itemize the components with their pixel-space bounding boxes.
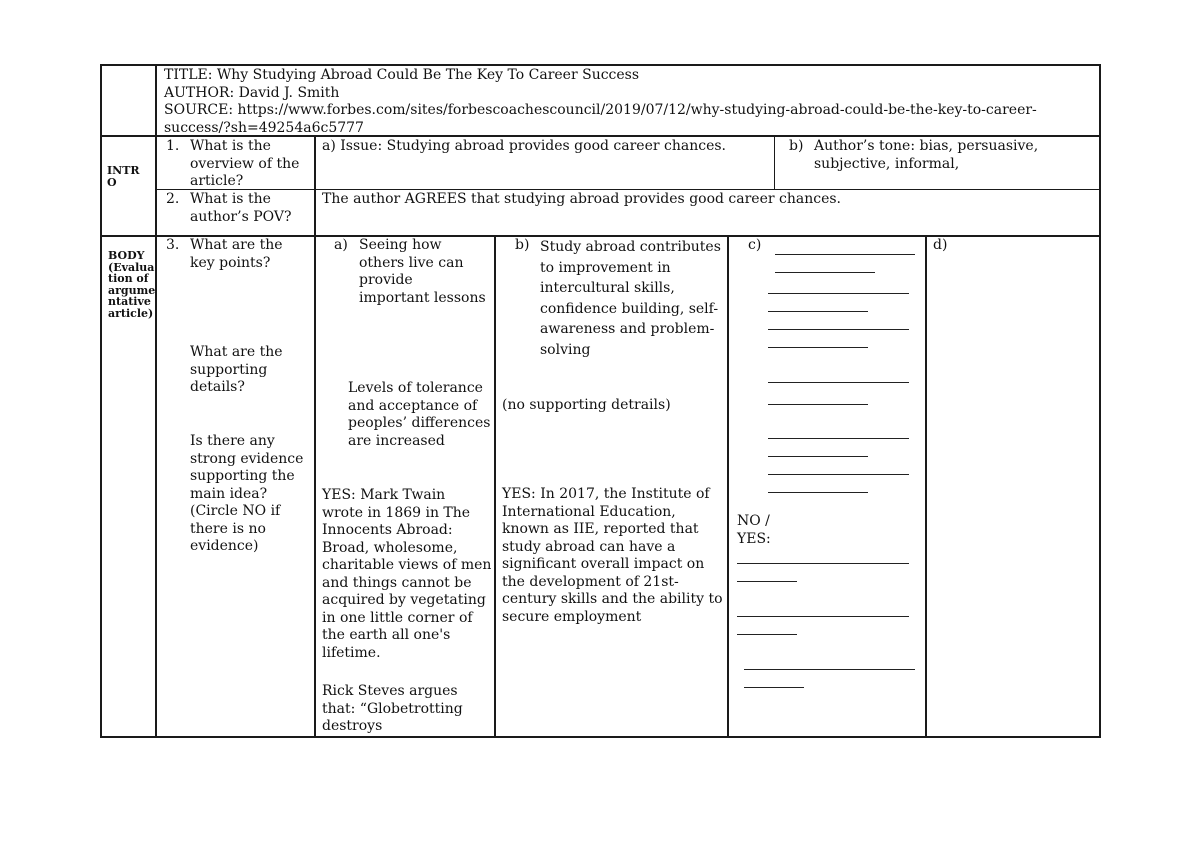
col-d-number: d) (933, 237, 948, 253)
q3-key-points-question: What are the key points? (190, 237, 283, 271)
col-c-evidence-choice[interactable]: NO / YES: (737, 513, 771, 547)
blank-line (737, 634, 797, 635)
blank-line (768, 438, 909, 439)
blank-line (737, 616, 909, 617)
col-divider-tone (774, 135, 775, 190)
article-author: AUTHOR: David J. Smith (164, 84, 340, 101)
q1-answer-issue: a) Issue: Studying abroad provides good career chances. (322, 138, 726, 154)
q3-supporting-question: What are the supporting details? (190, 344, 283, 395)
blank-line (768, 404, 868, 405)
blank-line (768, 347, 868, 348)
blank-line (768, 293, 909, 294)
col-a-number: a) (334, 237, 348, 253)
q1-question: What is the overview of the article? (190, 138, 300, 189)
blank-line (768, 311, 868, 312)
col-a-key-point: Seeing how others live can provide important lessons (359, 237, 486, 306)
blank-line (768, 492, 868, 493)
table-border-right (1099, 64, 1101, 738)
col-divider-bc (727, 235, 729, 738)
row-divider-header (100, 135, 1101, 137)
col-b-number: b) (515, 237, 530, 253)
col-b-supporting: (no supporting detrails) (502, 397, 671, 413)
col-divider-cd (925, 235, 927, 738)
col-a-evidence-continued: Rick Steves argues that: “Globetrotting destroys (322, 683, 463, 734)
section-label-body: BODY (Evalua tion of argume ntative article) (108, 249, 156, 320)
blank-line (775, 254, 915, 255)
table-border-bottom (100, 736, 1101, 738)
blank-line (768, 456, 868, 457)
col-b-evidence: YES: In 2017, the Institute of International Education, known as IIE, reported that study abroad can have a significant overall impact on the development of 21st- century skills and the ability to secure employment (502, 486, 723, 625)
blank-line (768, 474, 909, 475)
q1-number: 1. (166, 138, 180, 154)
blank-line (737, 563, 909, 564)
article-source: SOURCE: https://www.forbes.com/sites/forbescoachescouncil/2019/07/12/why-studying-abroad-could-be-the-key-to-career- success/?sh=49254a6c5777 (164, 102, 1037, 134)
col-divider-ab (494, 235, 496, 738)
section-label-intro: INTR O (107, 164, 140, 189)
q1-answer-tone: Author’s tone: bias, persuasive, subjective, informal, (814, 138, 1039, 172)
col-c-number: c) (748, 237, 762, 253)
q2-question: What is the author’s POV? (190, 191, 292, 225)
blank-line (744, 669, 915, 670)
col-b-key-point: Study abroad contributes to improvement in intercultural skills, confidence building, self- awareness and problem- solving (540, 239, 721, 358)
q3-number: 3. (166, 237, 180, 253)
table-border-top (100, 64, 1101, 66)
blank-line (737, 581, 797, 582)
blank-line (768, 382, 909, 383)
blank-line (768, 329, 909, 330)
col-divider-label (155, 64, 157, 738)
col-a-supporting: Levels of tolerance and acceptance of peoples’ differences are increased (348, 380, 491, 449)
col-divider-question (314, 135, 316, 738)
blank-line (775, 272, 875, 273)
article-title: TITLE: Why Studying Abroad Could Be The Key To Career Success (164, 67, 640, 83)
col-a-evidence: YES: Mark Twain wrote in 1869 in The Innocents Abroad: Broad, wholesome, charitable views of men and things cannot be acquired by vegetating in one little corner of the earth all one's lifetime. (322, 487, 492, 661)
table-border-left (100, 64, 102, 738)
q2-number: 2. (166, 191, 180, 207)
q1-tone-number: b) (789, 138, 804, 154)
q2-answer: The author AGREES that studying abroad provides good career chances. (322, 191, 841, 207)
blank-line (744, 687, 804, 688)
q3-evidence-question: Is there any strong evidence supporting the main idea? (Circle NO if there is no evidence) (190, 433, 304, 554)
